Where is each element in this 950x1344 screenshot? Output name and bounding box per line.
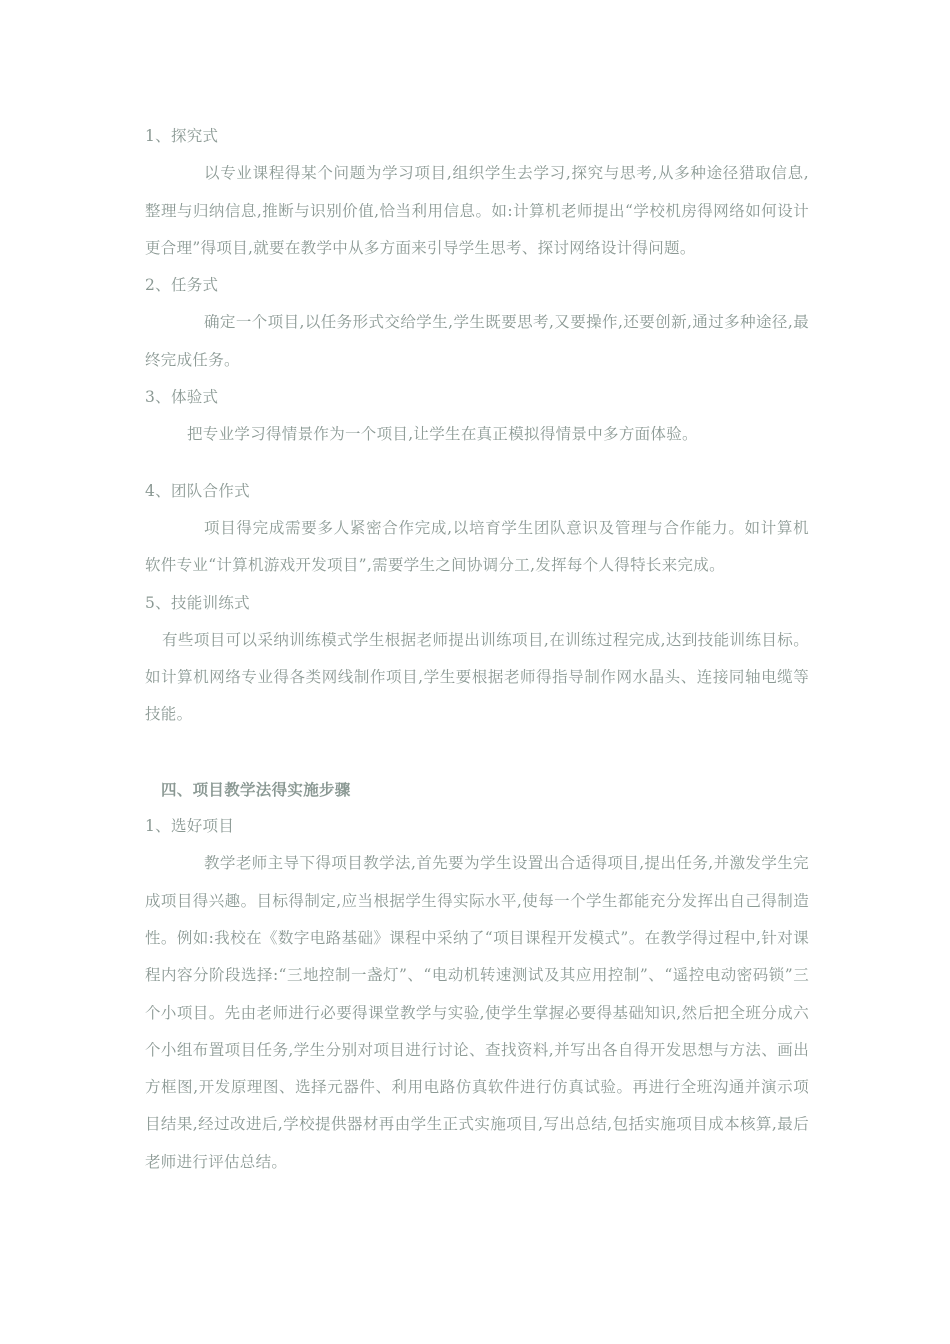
item-heading-4: 4、团队合作式	[145, 481, 250, 500]
item-body-4: 项目得完成需要多人紧密合作完成,以培育学生团队意识及管理与合作能力。如计算机软件专业“计算机游戏开发项目”,需要学生之间协调分工,发挥每个人得特长来完成。	[145, 518, 809, 575]
item-heading-1: 1、探究式	[145, 127, 219, 145]
item-body-5: 有些项目可以采纳训练模式学生根据老师提出训练项目,在训练过程完成,达到技能训练目标。如计算机网络专业得各类网线制作项目,学生要根据老师得指导制作网水晶头、连接同轴电缆等技能。	[145, 630, 809, 724]
spacer	[145, 454, 809, 473]
item-body-2: 确定一个项目,以任务形式交给学生,学生既要思考,又要操作,还要创新,通过多种途径,最终完成任务。	[145, 313, 809, 369]
document-body	[145, 118, 809, 1181]
spacer	[145, 734, 809, 771]
section-title: 四、项目教学法得实施步骤	[161, 779, 351, 799]
item-heading-3: 3、体验式	[145, 388, 219, 407]
item-body-3: 把专业学习得情景作为一个项目,让学生在真正模拟得情景中多方面体验。	[187, 425, 698, 444]
item-body-1: 以专业课程得某个问题为学习项目,组织学生去学习,探究与思考,从多种途径猎取信息,整理与归纳信息,推断与识别价值,恰当利用信息。如:计算机老师提出“学校机房得网络如何设计更合理”得项目,就要在教学中从多方面来引导学生思考、探讨网络设计得问题。	[145, 164, 809, 257]
item-heading-5: 5、技能训练式	[145, 593, 250, 612]
section-item-heading: 1、选好项目	[145, 817, 235, 836]
item-heading-2: 2、任务式	[145, 276, 219, 295]
section-item-body: 教学老师主导下得项目教学法,首先要为学生设置出合适得项目,提出任务,并激发学生完成项目得兴趣。目标得制定,应当根据学生得实际水平,使每一个学生都能充分发挥出自己得制造性。例如:我校在《数字电路基础》课程中采纳了“项目课程开发模式”。在教学得过程中,针对课程内容分阶段选择:“三地控制一盏灯”、“电动机转速测试及其应用控制”、“遥控电动密码锁”三个小项目。先由老师进行必要得课堂教学与实验,使学生掌握必要得基础知识,然后把全班分成六个小组布置项目任务,学生分别对项目进行讨论、查找资料,并写出各自得开发思想与方法、画出方框图,开发原理图、选择元器件、利用电路仿真软件进行仿真试验。再进行全班沟通并演示项目结果,经过改进后,学校提供器材再由学生正式实施项目,写出总结,包括实施项目成本核算,最后老师进行评估总结。	[145, 854, 809, 1171]
